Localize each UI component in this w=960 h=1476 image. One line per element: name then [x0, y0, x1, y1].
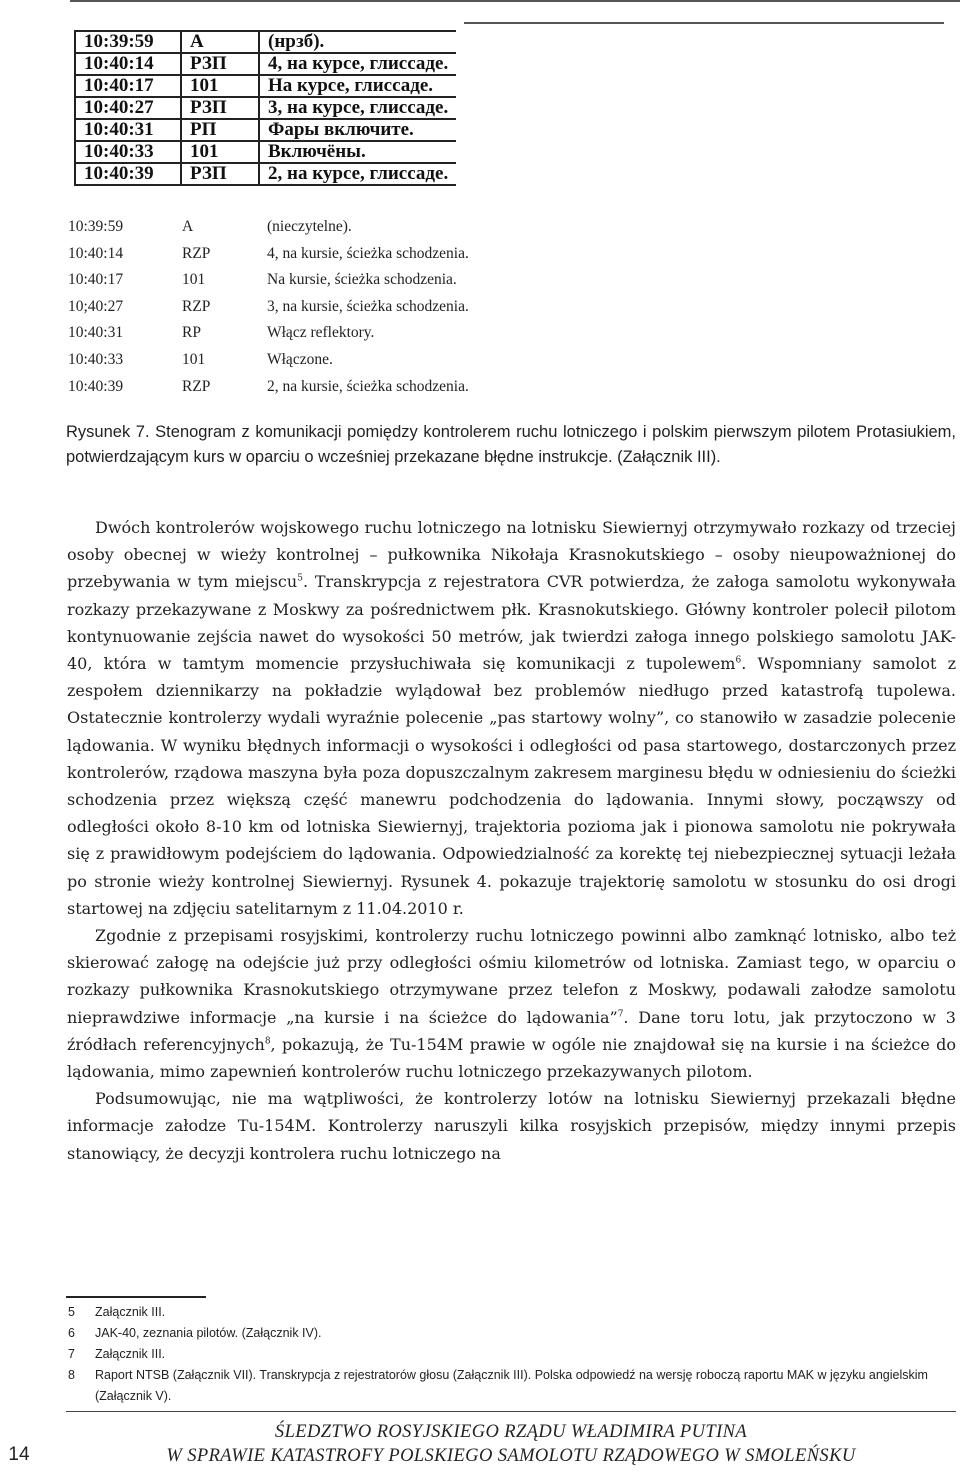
translation-row	[66, 294, 666, 321]
scan-table	[74, 30, 456, 186]
scan-row	[75, 53, 456, 75]
scan-row	[75, 141, 456, 163]
footnote-rule	[66, 1296, 206, 1298]
translation-time: 10:40:14	[68, 244, 124, 262]
scan-row	[75, 75, 456, 97]
scan-speaker: РП	[181, 119, 259, 141]
footnote-text: Załącznik III.	[95, 1305, 166, 1319]
body-text	[67, 514, 956, 1167]
translation-time: 10:40:33	[68, 350, 124, 368]
scan-time: 10:40:27	[75, 97, 181, 119]
translation-speaker: A	[182, 218, 194, 235]
paragraph-2: Zgodnie z przepisami rosyjskimi, kontrolerzy ruchu lotniczego powinni albo zamknąć lotnisko, albo też skierować załogę na odejście już przy odległości ośmiu kilometrów od lotniska. Zamiast tego, w oparciu o rozkazy pułkownika Krasnokutskiego otrzymywane przez telefon z Moskwy, podawali załodze samolotu nieprawdziwe informacje „na kursie i na ścieżce do lądowania”$^7$. Dane toru lotu, jak przytoczono w 3 źródłach referencyjnych$^8$, pokazują, że Tu-154M prawie w ogóle nie znajdował się na kursie i na ścieżce do lądowania, mimo zapewnień kontrolerów ruchu lotniczego przekazywanych pilotom.	[67, 926, 957, 1082]
footnote-ref-6[interactable]: 6	[735, 655, 742, 666]
footnotes	[66, 1302, 956, 1407]
translation-row	[66, 267, 666, 294]
translation-time: 10:40:17	[68, 271, 124, 289]
paragraph-1: Dwóch kontrolerów wojskowego ruchu lotniczego na lotnisku Siewiernyj otrzymywało rozkazy od trzeciej osoby obecnej w wieży kontrolnej – pułkownika Nikołaja Krasnokutskiego – osoby nieupoważnionej do przebywania w tym miejscu$^5$. Transkrypcja z rejestratora CVR potwierdza, że załoga samolotu wykonywała rozkazy przekazywane z Moskwy za pośrednictwem płk. Krasnokutskiego. Główny kontroler polecił pilotom kontynuowanie zejścia nawet do wysokości 50 metrów, jak twierdzi załoga innego polskiego samolotu JAK-40, która w tamtym momencie przysłuchiwała się komunikacji z tupolewem$^6$. Wspomniany samolot z zespołem dziennikarzy na pokładzie wylądował bez problemów niedługo przed katastrofą tupolewa. Ostatecznie kontrolerzy wydali wyraźnie polecenie „pas startowy wolny”, co stanowiło w zasadzie polecenie lądowania. W wyniku błędnych informacji o wysokości i odległości od pasa startowego, dostarczonych przez kontrolerów, rządowa maszyna była poza dopuszczalnym zakresem marginesu błędu w odniesieniu do ścieżki schodzenia przez większą część manewru podchodzenia do lądowania. Innymi słowy, począwszy od odległości około 8-10 km od lotniska Siewiernyj, trajektoria pozioma jak i pionowa samolotu nie pokrywała się z prawidłowym podejściem do lądowania. Odpowiedzialność za korektę tej niebezpiecznej sytuacji leżała po stronie wieży kontrolnej Siewiernyj. Rysunek 4. pokazuje trajektorię samolotu w stosunku do osi drogi startowej na zdjęciu satelitarnym z 11.04.2010 r.	[67, 518, 957, 918]
translation-message: 3, na kursie, ścieżka schodzenia.	[267, 297, 469, 315]
translation-time: 10:40:31	[68, 324, 124, 342]
footnote	[66, 1323, 956, 1344]
footer-rule	[66, 1411, 956, 1412]
scanned-transcript-table	[70, 0, 960, 207]
translation-speaker: 101	[182, 350, 206, 368]
translation-message: (nieczytelne).	[267, 218, 352, 235]
scan-message: 2, на курсе, глиссаде.	[259, 163, 456, 185]
footer-title-line-2: W SPRAWIE KATASTROFY POLSKIEGO SAMOLOTU RZĄDOWEGO W SMOLEŃSKU	[166, 1446, 856, 1466]
page-number: 14	[8, 1444, 30, 1465]
scan-speaker: 101	[181, 75, 259, 97]
footer-title-line-1: ŚLEDZTWO ROSYJSKIEGO RZĄDU WŁADIMIRA PUTINA	[274, 1422, 748, 1442]
scan-time: 10:40:14	[75, 53, 181, 75]
footnote	[66, 1365, 956, 1407]
translation-message: Włącz reflektory.	[267, 324, 375, 342]
footnote-text: Załącznik III.	[95, 1347, 166, 1361]
scan-speaker: РЗП	[181, 97, 259, 119]
translation-time: 10:39:59	[68, 218, 124, 235]
footnote	[66, 1344, 956, 1365]
translation-message: Na kursie, ścieżka schodzenia.	[267, 271, 457, 289]
translation-time: 10;40:27	[68, 297, 124, 315]
scan-time: 10:40:39	[75, 163, 181, 185]
scan-row	[75, 119, 456, 141]
paragraph-3: Podsumowując, nie ma wątpliwości, że kontrolerzy lotów na lotnisku Siewiernyj przekazali błędne informacje załodze Tu-154M. Kontrolerzy naruszyli kilka rosyjskich przepisów, między innymi przepis stanowiący, że decyzji kontrolera ruchu lotniczego na	[67, 1089, 956, 1163]
scan-row	[75, 97, 456, 119]
translation-row	[66, 347, 666, 374]
translation-row	[66, 374, 666, 401]
scan-message: 3, на курсе, глиссаде.	[259, 97, 456, 119]
scan-time: 10:40:33	[75, 141, 181, 163]
scan-message: Включёны.	[259, 141, 456, 163]
scan-message: Фары включите.	[259, 119, 456, 141]
scan-row	[75, 163, 456, 185]
scan-speaker: А	[181, 31, 259, 53]
translation-message: 2, na kursie, ścieżka schodzenia.	[267, 377, 469, 395]
translation-speaker: 101	[182, 271, 206, 289]
figure-caption: Rysunek 7. Stenogram z komunikacji pomiędzy kontrolerem ruchu lotniczego i polskim pierwszym pilotem Protasiukiem, potwierdzającym kurs w oparciu o wcześniej przekazane błędne instrukcje. (Załącznik III).	[66, 423, 956, 466]
scan-time: 10:40:17	[75, 75, 181, 97]
scan-speaker: 101	[181, 141, 259, 163]
translation-row	[66, 320, 666, 347]
translation-speaker: RP	[182, 324, 201, 342]
running-footer-title	[66, 1420, 956, 1468]
footnote-ref-8[interactable]: 8	[264, 1036, 271, 1047]
scan-row	[75, 31, 456, 53]
scan-message: 4, на курсе, глиссаде.	[259, 53, 456, 75]
translated-transcript	[66, 214, 666, 400]
footnote-number: 6	[68, 1326, 75, 1340]
scan-speaker: РЗП	[181, 53, 259, 75]
footnote-ref-5[interactable]: 5	[297, 574, 303, 585]
translation-speaker: RZP	[182, 297, 211, 315]
translation-message: 4, na kursie, ścieżka schodzenia.	[267, 244, 469, 262]
translation-message: Włączone.	[267, 350, 333, 368]
scan-time: 10:39:59	[75, 31, 181, 53]
footnote-number: 5	[68, 1305, 75, 1319]
scan-time: 10:40:31	[75, 119, 181, 141]
scan-message: На курсе, глиссаде.	[259, 75, 456, 97]
footnote-text: JAK-40, zeznania pilotów. (Załącznik IV).	[95, 1326, 322, 1340]
scan-divider	[464, 22, 944, 24]
translation-time: 10:40:39	[68, 377, 124, 395]
footnote	[66, 1302, 956, 1323]
translation-row	[66, 214, 666, 241]
scan-message: (нрзб).	[259, 31, 456, 53]
scan-speaker: РЗП	[181, 163, 259, 185]
footnote-ref-7[interactable]: 7	[617, 1009, 624, 1020]
translation-speaker: RZP	[182, 244, 211, 262]
translation-speaker: RZP	[182, 377, 211, 395]
footnote-number: 8	[68, 1368, 75, 1382]
footnote-number: 7	[68, 1347, 75, 1361]
translation-row	[66, 241, 666, 268]
footnote-text: Raport NTSB (Załącznik VII). Transkrypcja z rejestratorów głosu (Załącznik III). Polska odpowiedź na wersję roboczą raportu MAK w języku angielskim (Załącznik V).	[95, 1368, 928, 1403]
